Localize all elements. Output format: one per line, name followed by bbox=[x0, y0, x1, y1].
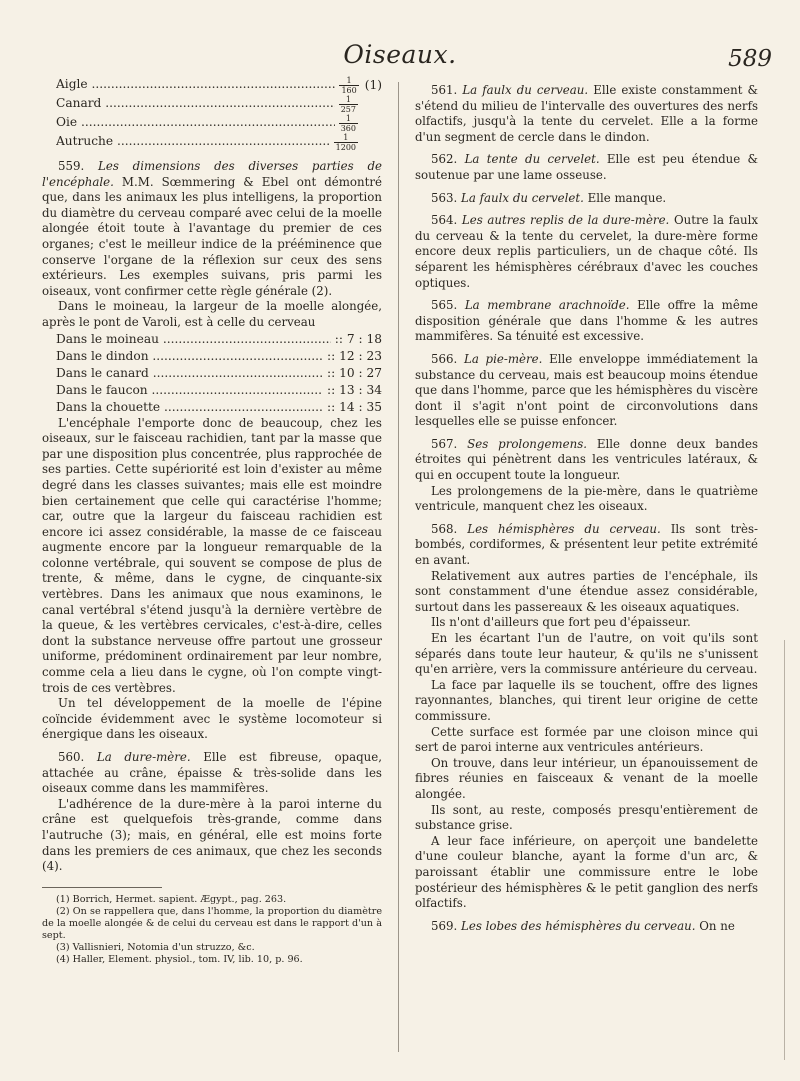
footnote: (4) Haller, Element. physiol., tom. IV, lib. 10, p. 96. bbox=[56, 953, 303, 965]
section-title: La faulx du cervelet. bbox=[461, 190, 584, 205]
footnote-rule bbox=[42, 887, 162, 888]
left-column bbox=[42, 76, 382, 966]
section-title: La membrane arachnoïde. bbox=[464, 298, 630, 313]
page-number: 589 bbox=[728, 46, 772, 72]
paragraph: L'adhérence de la dure-mère à la paroi interne du crâne est quelquefois très-grande, comme dans l'autruche (3); mais, en général, elle est moins forte dans les premiers de ces animaux, que chez les seconds (4). bbox=[42, 796, 382, 874]
column-divider bbox=[398, 82, 399, 1052]
ratio-label: Oie ..... bbox=[56, 114, 335, 133]
frac-den: 1200 bbox=[335, 143, 356, 152]
footnote: (2) On se rappellera que, dans l'homme, la proportion du diamètre de la moelle alongée & de celui du cerveau est dans le rapport d'un à sept. bbox=[42, 905, 382, 941]
section-title: Les dimensions des diverses parties de l'encéphale. bbox=[42, 159, 382, 189]
section-title: La dure-mère. bbox=[96, 750, 191, 764]
paragraph: Ils sont, au reste, composés presqu'entièrement de substance grise. bbox=[415, 802, 758, 833]
paragraph: Dans le moineau, la largeur de la moelle alongée, après le pont de Varoli, est à celle du cerveau bbox=[42, 299, 382, 329]
section-565: 565. La membrane arachnoïde. Elle offre la même disposition générale que dans l'homme & les autres mammifères. Sa ténuité est excessive. bbox=[415, 298, 759, 344]
section-title: La faulx du cerveau. bbox=[462, 83, 589, 97]
section-568: 568. Les hémisphères du cerveau. Ils sont très-bombés, cordiformes, & présentent leur petite extrémité en avant. bbox=[415, 521, 759, 568]
section-560: 560. La dure-mère. Elle est fibreuse, opaque, attachée au crâne, épaisse & très-solide dans les oiseaux comme dans les mammifères. bbox=[42, 750, 383, 796]
section-title: Les hémisphères du cerveau. bbox=[467, 521, 661, 536]
paragraph: On trouve, dans leur intérieur, un épanouissement de fibres réunies en faisceaux & venant de la moelle alongée. bbox=[415, 755, 758, 801]
section-title: Ses prolongemens. bbox=[467, 436, 588, 451]
moelle-row: Dans le dindon ..... :: 12 : 23 bbox=[42, 348, 382, 365]
section-title: La tente du cervelet. bbox=[464, 152, 600, 167]
paragraph: Un tel développement de la moelle de l'épine coïncide évidemment avec le système locomoteur si énergique dans les oiseaux. bbox=[42, 696, 382, 742]
frac-num: 1 bbox=[339, 76, 358, 86]
ratio-row bbox=[42, 133, 382, 152]
frac-den: 160 bbox=[341, 86, 357, 95]
paragraph: En les écartant l'un de l'autre, on voit qu'ils sont séparés dans toute leur hauteur, & qu'ils ne s'unissent qu'en arrière, vers la commissure antérieure du cerveau. bbox=[415, 631, 758, 677]
section-569: 569. Les lobes des hémisphères du cerveau. On ne bbox=[431, 918, 735, 933]
paragraph: Cette surface est formée par une cloison mince qui sert de paroi interne aux ventricules antérieurs. bbox=[415, 724, 758, 755]
frac-den: 360 bbox=[340, 124, 356, 133]
paragraph: L'encéphale l'emporte donc de beaucoup, chez les oiseaux, sur le faisceau rachidien, tant par la masse que par une disposition plus concentrée, plus rapprochée de ses parties. Cette supériorité est loin d'exister au même degré dans les classes suivantes; mais elle est moindre bien certainement que celle qui caractérise l'homme; car, outre que la largeur du faisceau rachidien est encore ici assez considérable, la masse de ce faisceau augmente encore par la longueur remarquable de la colonne vertébrale, qui souvent se compose de plus de trente, & même, dans le cygne, de cinquante-six vertèbres. Dans les animaux que nous examinons, le canal vertébral s'étend jusqu'à la dernière vertèbre de la queue, & les vertèbres cervicales, c'est-à-dire, celles dont la substance nerveuse offre partout une grosseur uniforme, prédominent ordinairement par leur nombre, comme cela a lieu dans le cygne, où l'on compte vingt-trois de ces vertèbres. bbox=[42, 415, 382, 695]
ratio-row bbox=[42, 95, 382, 114]
moelle-row: Dans le canard ..... :: 10 : 27 bbox=[42, 365, 382, 382]
paragraph: Relativement aux autres parties de l'encéphale, ils sont constamment d'une étendue assez considérable, surtout dans les passereaux & les oiseaux aquatiques. bbox=[415, 568, 758, 614]
section-title: La pie-mère. bbox=[463, 351, 543, 366]
moelle-row: Dans le faucon ..... :: 13 : 34 bbox=[42, 382, 382, 399]
frac-den: 257 bbox=[340, 105, 356, 114]
ratio-row bbox=[42, 76, 382, 95]
moelle-row: Dans le moineau ..... :: 7 : 18 bbox=[42, 331, 382, 348]
running-title: Oiseaux. bbox=[343, 40, 457, 69]
ratio-label: Canard ..... bbox=[56, 95, 335, 114]
section-564: 564. Les autres replis de la dure-mère. Outre la faulx du cerveau & la tente du cervelet, la dure-mère forme encore deux replis particuliers, un de chaque côté. Ils séparent les hémisphères cérébraux d'avec les couches optiques. bbox=[415, 213, 759, 290]
footnote-ref: (1) bbox=[364, 78, 382, 92]
section-566: 566. La pie-mère. Elle enveloppe immédiatement la substance du cerveau, mais est beaucoup moins étendue que dans l'homme, parce que les hémisphères du viscère dont il s'agit n'ont point de circonvolutions dans lesquelles elle se puisse enfoncer. bbox=[415, 351, 759, 429]
paragraph: Les prolongemens de la pie-mère, dans le quatrième ventricule, manquent chez les oiseaux. bbox=[415, 483, 758, 514]
section-title: Les autres replis de la dure-mère. bbox=[461, 213, 670, 228]
paragraph: A leur face inférieure, on aperçoit une bandelette d'une couleur blanche, ayant la forme d'un arc, & paroissant établir une commissure entre le lobe postérieur des hémisphères & le petit ganglion des nerfs olfactifs. bbox=[415, 833, 758, 911]
paragraph: Ils n'ont d'ailleurs que fort peu d'épaisseur. bbox=[431, 615, 691, 630]
section-563: 563. La faulx du cervelet. Elle manque. bbox=[431, 190, 667, 205]
footnote: (1) Borrich, Hermet. sapient. Ægypt., pag. 263. bbox=[56, 893, 287, 905]
page-edge-line bbox=[784, 640, 785, 1060]
section-559: 559. Les dimensions des diverses parties de l'encéphale. M.M. Sœmmering & Ebel ont démontré que, dans les animaux les plus intelligens, la proportion du diamètre du cerveau comparé avec celui de la moelle alongée étoit toute à l'avantage du premier de ces organes; c'est le meilleur indice de la prééminence que conserve l'organe de la réflexion sur ceux des sens extérieurs. Les exemples suivans, pris parmi les oiseaux, vont confirmer cette règle générale (2). bbox=[42, 159, 382, 298]
ratio-table bbox=[42, 76, 382, 152]
frac-num: 1 bbox=[339, 95, 358, 105]
footnote: (3) Vallisnieri, Notomia d'un struzzo, &c. bbox=[56, 941, 255, 953]
section-562: 562. La tente du cervelet. Elle est peu étendue & soutenue par une lame osseuse. bbox=[415, 152, 759, 182]
moelle-row: Dans la chouette ..... :: 14 : 35 bbox=[42, 399, 382, 416]
section-567: 567. Ses prolongemens. Elle donne deux bandes étroites qui pénètrent dans les ventricules latéraux, & qui en occupent toute la longueur. bbox=[415, 436, 759, 483]
ratio-row bbox=[42, 114, 382, 133]
section-title: Les lobes des hémisphères du cerveau. bbox=[461, 918, 696, 933]
frac-num: 1 bbox=[334, 133, 358, 143]
ratio-label: Aigle ..... bbox=[56, 76, 335, 95]
frac-num: 1 bbox=[339, 114, 358, 124]
section-561: 561. La faulx du cerveau. Elle existe constamment & s'étend du milieu de l'intervalle des ouvertures des nerfs olfactifs, jusqu'à la tente du cervelet. Elle a la forme d'un segment de cercle dans le dindon. bbox=[415, 83, 759, 144]
paragraph: La face par laquelle ils se touchent, offre des lignes rayonnantes, blanches, qui tirent leur origine de cette commissure. bbox=[415, 677, 758, 723]
right-column bbox=[415, 76, 758, 934]
moelle-table bbox=[42, 331, 382, 416]
ratio-label: Autruche ..... bbox=[56, 133, 330, 152]
